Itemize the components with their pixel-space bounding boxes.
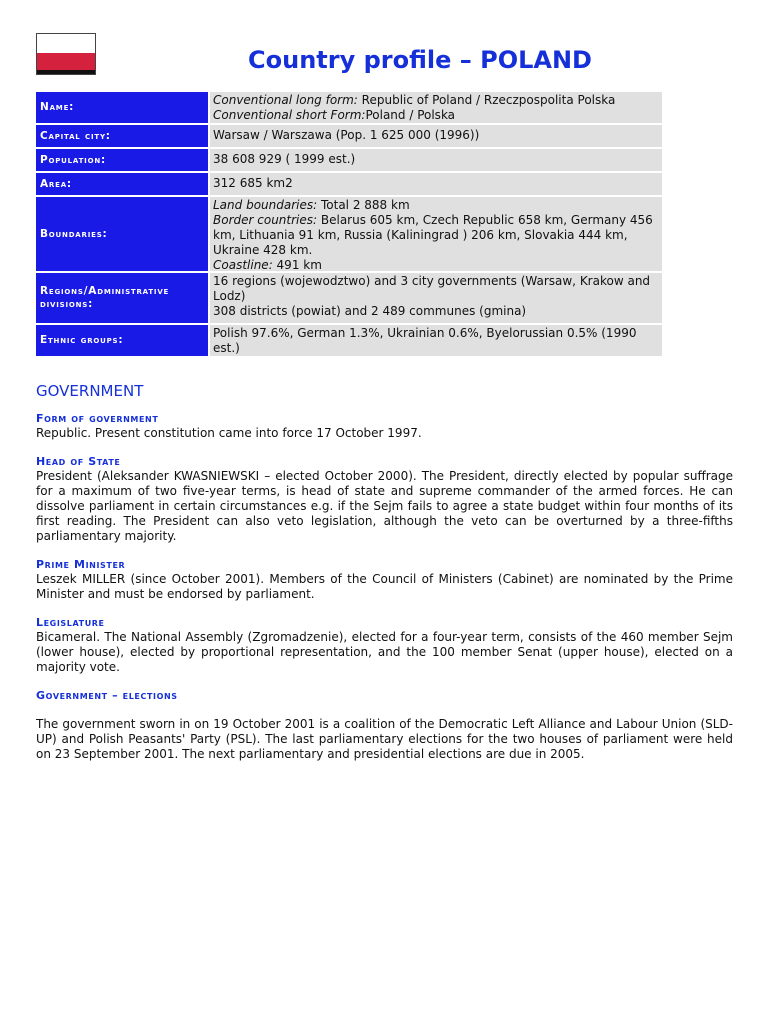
value-line — [213, 108, 659, 123]
flag-shadow — [37, 70, 95, 74]
section-body: Bicameral. The National Assembly (Zgromadzenie), elected for a four-year term, consists of the 460 member Sejm (lower house), elected by proportional representation, and the 100 member Senat (upper house), elected on a majority vote. — [36, 630, 733, 674]
profile-label: Capital city: — [36, 125, 208, 147]
profile-value — [210, 325, 662, 356]
profile-row-regions — [36, 273, 662, 323]
section-body: The government sworn in on 19 October 2001 is a coalition of the Democratic Left Alliance and Labour Union (SLD-UP) and Polish Peasants' Party (PSL). The last parliamentary elections for the two houses of parliament were held on 23 September 2001. The next parliamentary and presidential elections are due in 2005. — [36, 717, 733, 761]
profile-label: Name: — [36, 92, 208, 123]
poland-flag-icon — [36, 33, 96, 75]
government-content — [36, 412, 733, 772]
section-title: Government – elections — [36, 689, 178, 702]
section-title: Form of government — [36, 412, 159, 425]
section-head-of-state — [36, 455, 733, 544]
value-text: Warsaw / Warszawa (Pop. 1 625 000 (1996)) — [213, 128, 480, 142]
value-text: Polish 97.6%, German 1.3%, Ukrainian 0.6%, Byelorussian 0.5% (1990 est.) — [213, 326, 637, 355]
section-title: Legislature — [36, 616, 105, 629]
page-title: Country profile – POLAND — [248, 46, 592, 74]
profile-row-capital — [36, 125, 662, 147]
government-heading: GOVERNMENT — [36, 382, 144, 400]
value-italic: Land boundaries: — [213, 198, 321, 212]
value-line: 308 districts (powiat) and 2 489 communes (gmina) — [213, 304, 527, 318]
profile-value — [210, 149, 662, 171]
value-text: Total 2 888 km — [320, 198, 410, 212]
section-body: Leszek MILLER (since October 2001). Members of the Council of Ministers (Cabinet) are nominated by the Prime Minister and must be endorsed by parliament. — [36, 572, 733, 601]
value-line — [213, 213, 659, 258]
profile-label: Area: — [36, 173, 208, 195]
profile-row-population — [36, 149, 662, 171]
value-text: 491 km — [276, 258, 322, 272]
section-government-elections — [36, 689, 733, 762]
profile-label: Ethnic groups: — [36, 325, 208, 356]
value-text: Republic of Poland / Rzeczpospolita Polska — [361, 93, 616, 107]
value-line — [213, 198, 659, 213]
section-body: Republic. Present constitution came into force 17 October 1997. — [36, 426, 422, 440]
profile-value — [210, 125, 662, 147]
flag-red-band — [37, 53, 95, 70]
profile-label: Boundaries: — [36, 197, 208, 271]
value-italic: Coastline: — [213, 258, 277, 272]
profile-value — [210, 273, 662, 323]
value-italic: Conventional short Form: — [213, 108, 366, 122]
value-text: 38 608 929 ( 1999 est.) — [213, 152, 356, 166]
value-text: Poland / Polska — [365, 108, 456, 122]
value-line: 16 regions (wojewodztwo) and 3 city governments (Warsaw, Krakow and Lodz) — [213, 274, 651, 303]
value-italic: Conventional long form: — [213, 93, 362, 107]
profile-value — [210, 173, 662, 195]
profile-row-area — [36, 173, 662, 195]
profile-table — [36, 92, 662, 358]
value-text: 312 685 km2 — [213, 176, 293, 190]
flag-white-band — [37, 34, 95, 53]
section-body: President (Aleksander KWASNIEWSKI – elected October 2000). The President, directly elected by popular suffrage for a maximum of two five-year terms, is head of state and supreme commander of the armed forces. He can dissolve parliament in certain circumstances e.g. if the Sejm fails to agree a state budget within four months of its first reading. The President can also veto legislation, although the veto can be overturned by a three-fifths parliamentary majority. — [36, 469, 733, 543]
profile-label: Population: — [36, 149, 208, 171]
value-line — [213, 93, 659, 108]
value-line — [213, 258, 659, 273]
value-text: Belarus 605 km, Czech Republic 658 km, Germany 456 km, Lithuania 91 km, Russia (Kaliningrad ) 206 km, Slovakia 444 km, Ukraine 428 km. — [213, 213, 653, 257]
section-title: Prime Minister — [36, 558, 126, 571]
profile-value — [210, 92, 662, 123]
profile-row-ethnic-groups — [36, 325, 662, 356]
profile-value — [210, 197, 662, 271]
section-legislature — [36, 616, 733, 675]
section-prime-minister — [36, 558, 733, 602]
value-italic: Border countries: — [213, 213, 321, 227]
profile-row-boundaries — [36, 197, 662, 271]
section-title: Head of State — [36, 455, 121, 468]
profile-label: Regions/Administrative divisions: — [36, 273, 208, 323]
section-form-of-government — [36, 412, 733, 441]
profile-row-name — [36, 92, 662, 123]
